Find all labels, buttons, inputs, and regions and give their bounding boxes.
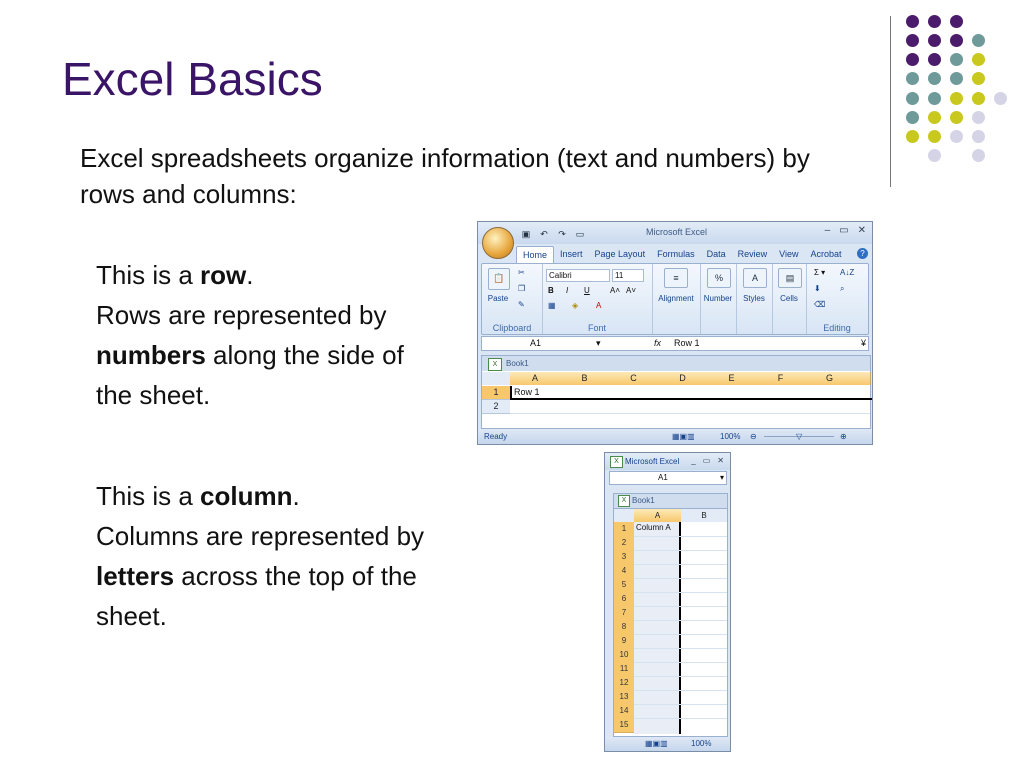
column-header-d[interactable]: D [658, 372, 708, 385]
font-label: Font [587, 323, 606, 333]
letters-bold-word: letters [96, 561, 175, 591]
row-explanation [96, 255, 446, 415]
dot [906, 111, 919, 124]
cell-a1[interactable]: Row 1 [514, 387, 540, 397]
dot [906, 130, 919, 143]
column-bold-word: column [200, 481, 293, 511]
italic-button[interactable]: I [566, 286, 569, 295]
row-header-13[interactable]: 13 [614, 690, 634, 705]
maximize-button[interactable]: ▭ [839, 225, 849, 236]
row-header-11[interactable]: 11 [614, 662, 634, 677]
autosum-icon[interactable]: Σ ▾ [814, 268, 826, 277]
styles-group [736, 264, 773, 334]
small-name-box-value[interactable]: A1 [658, 473, 668, 482]
close-button[interactable]: ✕ [857, 225, 866, 236]
dot [906, 72, 919, 85]
column-header-c[interactable]: C [609, 372, 659, 385]
gridline [634, 662, 727, 663]
workbook-title: Book1 [482, 356, 870, 371]
gridline [634, 648, 727, 649]
gridline [634, 606, 727, 607]
row-header-3[interactable]: 3 [614, 550, 634, 565]
cut-icon[interactable]: ✂ [518, 268, 525, 277]
find-icon[interactable]: ⌕ [840, 284, 845, 293]
fill-color-icon[interactable]: ◈ [572, 301, 579, 310]
gridline [634, 704, 727, 705]
zoom-in-icon[interactable]: ⊕ [840, 432, 847, 441]
dot [950, 72, 963, 85]
save-icon[interactable]: ▣ [521, 228, 531, 239]
col-text-4: across the top of the sheet. [96, 561, 417, 631]
gridline [634, 578, 727, 579]
dot [972, 149, 985, 162]
dot [928, 130, 941, 143]
dot [928, 15, 941, 28]
dot [906, 34, 919, 47]
number-button[interactable]: Number [703, 294, 733, 303]
minimize-button[interactable]: – [824, 225, 831, 236]
dot [928, 149, 941, 162]
font-color-icon[interactable]: A [596, 301, 602, 310]
small-name-box[interactable] [609, 471, 727, 485]
dot [950, 92, 963, 105]
dot [950, 53, 963, 66]
percent-icon[interactable]: % [707, 268, 731, 288]
fill-icon[interactable]: ⬇ [814, 284, 821, 293]
copy-icon[interactable]: ❐ [518, 284, 526, 293]
row-header-6[interactable]: 6 [614, 592, 634, 607]
dot [994, 92, 1007, 105]
dot [950, 111, 963, 124]
gridline [634, 718, 727, 719]
col-text-1: This is a [96, 481, 201, 511]
ribbon [481, 263, 869, 335]
gridline [634, 676, 727, 677]
editing-label: Editing [823, 323, 851, 333]
small-status-bar [605, 737, 730, 751]
column-header-g[interactable]: G [805, 372, 855, 385]
dot [928, 34, 941, 47]
ribbon-tabs [516, 246, 848, 264]
styles-button[interactable]: Styles [743, 294, 765, 303]
row-header-5[interactable]: 5 [614, 578, 634, 593]
dot [950, 15, 963, 28]
office-button[interactable] [482, 227, 514, 259]
gridline [510, 413, 870, 414]
row-header-8[interactable]: 8 [614, 620, 634, 635]
dot [972, 53, 985, 66]
dot [906, 92, 919, 105]
alignment-group [652, 264, 701, 334]
worksheet [481, 355, 871, 429]
gridline [634, 620, 727, 621]
dot [928, 72, 941, 85]
workbook-icon: X [618, 495, 630, 507]
chevron-down-icon[interactable]: ▾ [596, 338, 601, 348]
minimize-button[interactable]: _ [691, 456, 696, 465]
help-icon[interactable]: ? [857, 248, 868, 259]
selected-column-a[interactable] [634, 522, 681, 734]
dot [950, 130, 963, 143]
zoom-level[interactable]: 100% [720, 432, 741, 441]
small-zoom-level[interactable]: 100% [691, 739, 712, 748]
dot [906, 53, 919, 66]
divider-line [890, 16, 891, 187]
small-workbook-titlebar [613, 493, 728, 509]
cells-button[interactable]: Cells [780, 294, 798, 303]
cells-icon[interactable]: ▤ [778, 268, 802, 288]
bold-button[interactable]: B [548, 286, 554, 295]
format-painter-icon[interactable]: ✎ [518, 300, 525, 309]
maximize-button[interactable]: ▭ [702, 456, 711, 465]
row-header-14[interactable]: 14 [614, 704, 634, 719]
row-header-7[interactable]: 7 [614, 606, 634, 621]
column-header-e[interactable]: E [707, 372, 757, 385]
expand-formula-icon[interactable]: ¥ [860, 338, 866, 348]
cell-a1[interactable]: Column A [636, 523, 671, 532]
underline-button[interactable]: U [584, 286, 590, 295]
formula-bar [481, 336, 869, 351]
column-header-next[interactable] [854, 372, 871, 385]
row-text-2: . [246, 260, 254, 290]
selected-row-1[interactable] [510, 386, 873, 400]
tab-formulas[interactable]: Formulas [657, 249, 695, 259]
status-bar [478, 429, 872, 444]
app-title: Microsoft Excel [646, 227, 708, 237]
view-buttons[interactable]: ▦▣▥ [645, 739, 668, 748]
clipboard-group [482, 264, 543, 334]
zoom-out-icon[interactable]: ⊖ [750, 432, 757, 441]
tab-data[interactable]: Data [706, 249, 726, 259]
row-header-9[interactable]: 9 [614, 634, 634, 649]
row-header-4[interactable]: 4 [614, 564, 634, 579]
styles-icon[interactable]: A [743, 268, 767, 288]
shrink-font-icon[interactable]: A˅ [626, 286, 637, 295]
gridline [634, 536, 727, 537]
tab-view[interactable]: View [779, 249, 799, 259]
borders-icon[interactable]: ▦ [548, 301, 556, 310]
gridline [634, 550, 727, 551]
paste-button[interactable]: Paste [487, 294, 509, 303]
row-header-1[interactable]: 1 [482, 386, 510, 400]
column-header-f[interactable]: F [756, 372, 806, 385]
row-header-2[interactable]: 2 [614, 536, 634, 551]
dot [928, 53, 941, 66]
column-header-a[interactable]: A [634, 509, 681, 522]
window-controls [825, 225, 866, 236]
zoom-slider-handle[interactable]: ▽ [796, 432, 803, 441]
gridline [634, 564, 727, 565]
number-group [700, 264, 737, 334]
row-text-1: This is a [96, 260, 201, 290]
dot [972, 92, 985, 105]
slide-title: Excel Basics [62, 53, 323, 105]
formula-input[interactable]: Row 1 [674, 338, 700, 348]
tab-insert[interactable]: Insert [560, 249, 583, 259]
select-all-corner[interactable] [614, 509, 634, 522]
chevron-down-icon[interactable]: ▾ [719, 473, 724, 482]
workbook-icon: X [488, 358, 502, 371]
row-header-15[interactable]: 15 [614, 718, 634, 733]
column-header-b[interactable]: B [681, 509, 727, 522]
status-text: Ready [484, 432, 508, 441]
small-app-title: Microsoft Excel [625, 457, 680, 466]
undo-icon[interactable]: ↶ [540, 228, 548, 239]
intro-text: Excel spreadsheets organize information (text and numbers) by rows and columns: [80, 143, 810, 209]
row-bold-word: row [200, 260, 247, 290]
editing-group [806, 264, 868, 334]
decorative-dot-grid [898, 15, 1018, 165]
column-header-a[interactable]: A [510, 372, 561, 385]
gridline [634, 592, 727, 593]
name-box[interactable]: A1 [530, 338, 542, 348]
dot [972, 34, 985, 47]
grow-font-icon[interactable]: A˄ [610, 286, 621, 295]
alignment-button[interactable]: Alignment [658, 294, 694, 303]
dot [972, 72, 985, 85]
quick-access-toolbar [520, 227, 586, 240]
column-header-b[interactable]: B [560, 372, 610, 385]
font-group [542, 264, 653, 334]
function-icon[interactable]: fx [654, 338, 662, 348]
redo-icon[interactable]: ↷ [558, 228, 566, 239]
paste-icon[interactable]: 📋 [488, 268, 510, 290]
tab-home[interactable]: Home [516, 246, 554, 264]
tab-page-layout[interactable]: Page Layout [594, 249, 646, 259]
dot [950, 34, 963, 47]
excel-window-column-example [604, 452, 731, 752]
tab-review[interactable]: Review [737, 249, 768, 259]
dot [906, 15, 919, 28]
small-window-controls [691, 456, 724, 465]
gridline [634, 690, 727, 691]
small-worksheet [613, 508, 728, 737]
excel-app-icon: X [610, 456, 623, 468]
view-buttons[interactable]: ▦▣▥ [672, 432, 695, 441]
row-header-12[interactable]: 12 [614, 676, 634, 691]
select-all-corner[interactable] [482, 372, 511, 385]
close-button[interactable]: ✕ [717, 456, 724, 465]
row-header-1[interactable]: 1 [614, 522, 634, 537]
excel-window-row-example [477, 221, 873, 445]
open-folder-icon[interactable]: ▭ [575, 228, 585, 239]
col-text-3: Columns are represented by [96, 521, 425, 551]
dot [972, 130, 985, 143]
dot [972, 111, 985, 124]
dot [928, 92, 941, 105]
gridline [634, 634, 727, 635]
font-name-select[interactable]: Calibri [546, 269, 610, 282]
row-header-10[interactable]: 10 [614, 648, 634, 663]
clear-icon[interactable]: ⌫ [814, 300, 826, 309]
tab-acrobat[interactable]: Acrobat [810, 249, 842, 259]
dot [928, 111, 941, 124]
row-text-4: along the side of the sheet. [96, 340, 404, 410]
row-text-3: Rows are represented by [96, 300, 387, 330]
sort-filter-icon[interactable]: A↓Z [840, 268, 855, 277]
alignment-icon[interactable]: ≡ [664, 268, 688, 288]
small-workbook-title: Book1 [632, 496, 655, 505]
column-explanation [96, 476, 446, 636]
clipboard-label: Clipboard [492, 323, 532, 333]
cells-group [772, 264, 807, 334]
font-size-select[interactable]: 11 [612, 269, 644, 282]
col-text-2: . [292, 481, 300, 511]
numbers-bold-word: numbers [96, 340, 206, 370]
row-header-2[interactable]: 2 [482, 400, 510, 414]
